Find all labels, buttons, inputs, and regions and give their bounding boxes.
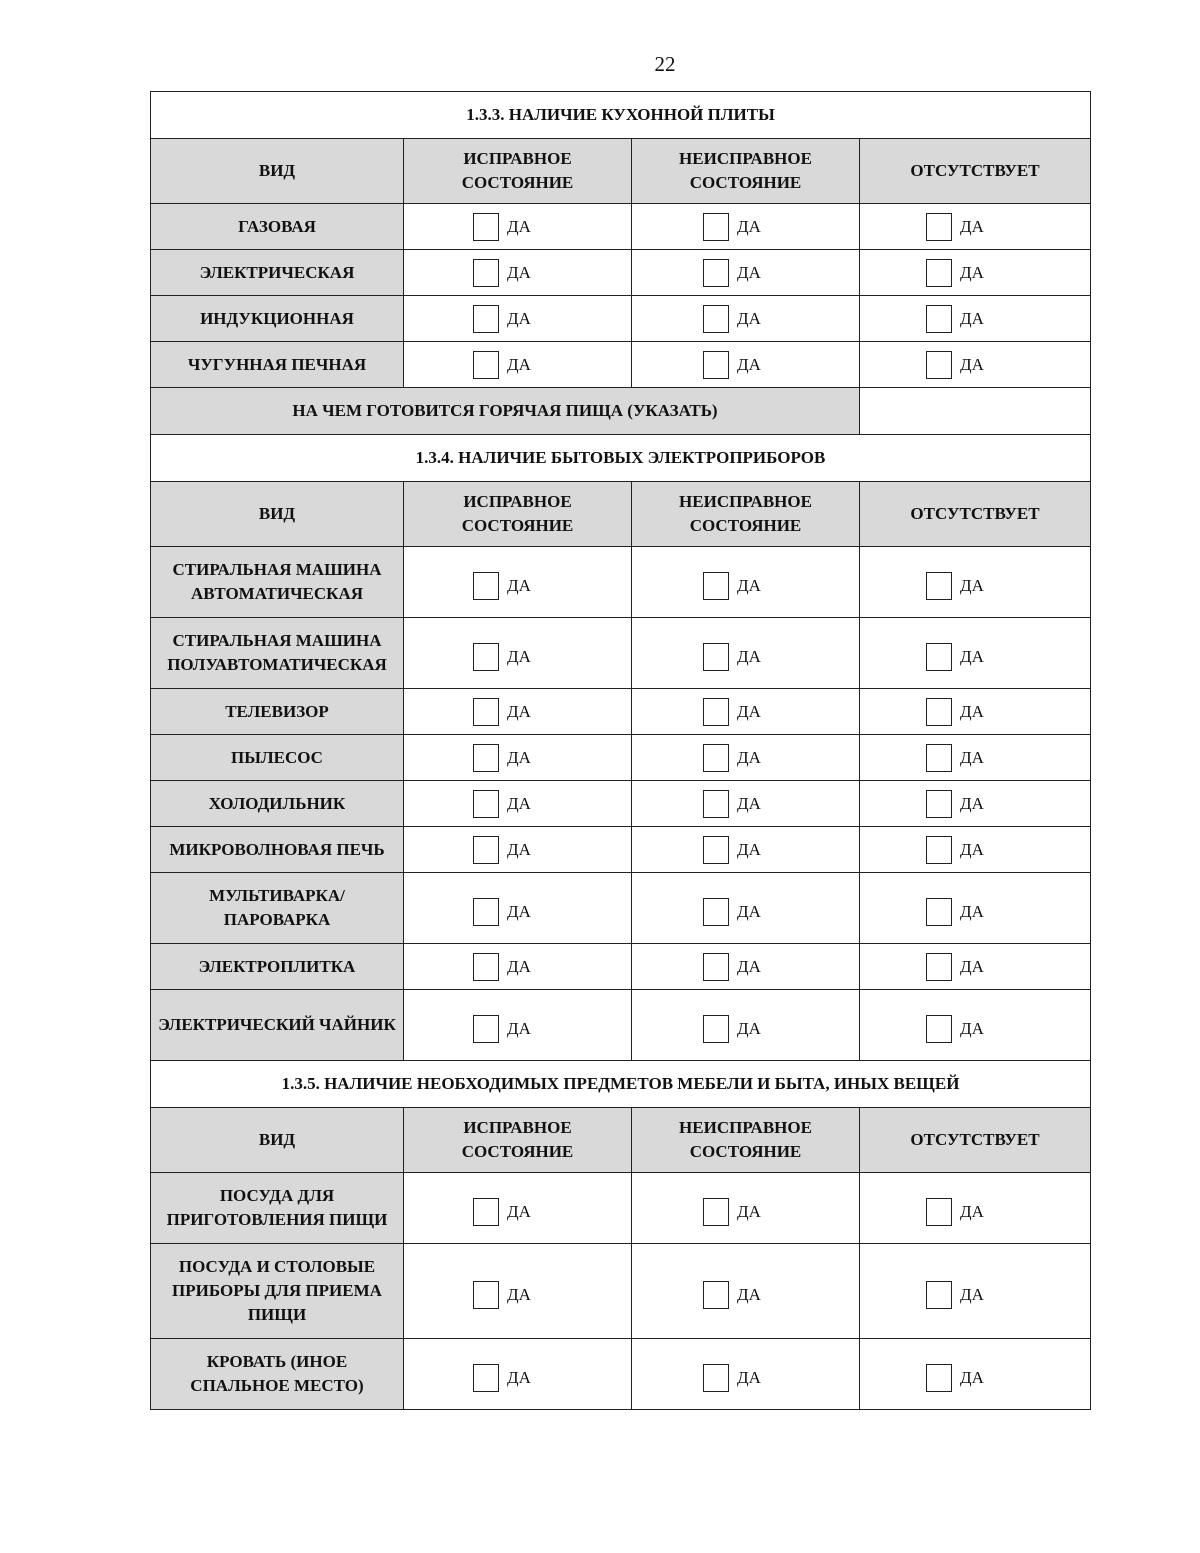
yes-label: ДА [737,262,761,282]
cell-working [404,827,632,873]
cell-broken [632,1339,860,1410]
column-header-type: ВИД [151,1108,404,1173]
cell-working [404,618,632,689]
cell-working [404,990,632,1061]
yes-label: ДА [507,1202,531,1221]
yes-label: ДА [507,902,531,921]
checkbox-broken[interactable] [703,643,729,671]
yes-option-working[interactable] [408,953,627,981]
yes-option-broken[interactable] [636,572,855,600]
table-row [151,873,1091,944]
checkbox-broken[interactable] [703,1364,729,1392]
yes-label: ДА [737,902,761,921]
hot-food-label: НА ЧЕМ ГОТОВИТСЯ ГОРЯЧАЯ ПИЩА (УКАЗАТЬ) [151,388,860,435]
cell-broken [632,990,860,1061]
yes-label: ДА [960,308,984,328]
checkbox-absent[interactable] [926,572,952,600]
checkbox-broken[interactable] [703,790,729,818]
section-title: 1.3.4. НАЛИЧИЕ БЫТОВЫХ ЭЛЕКТРОПРИБОРОВ [151,435,1091,482]
yes-label: ДА [960,956,984,976]
item-label: ЧУГУННАЯ ПЕЧНАЯ [151,342,404,388]
table-row [151,342,1091,388]
cell-absent [860,944,1091,990]
yes-label: ДА [960,1285,984,1304]
yes-label: ДА [960,354,984,374]
column-header-type: ВИД [151,139,404,204]
yes-label: ДА [737,839,761,859]
yes-label: ДА [737,701,761,721]
yes-label: ДА [737,308,761,328]
yes-option-working[interactable] [408,744,627,772]
table-row [151,547,1091,618]
table-row [151,1244,1091,1339]
yes-option-broken[interactable] [636,953,855,981]
cell-absent [860,1173,1091,1244]
table-row [151,689,1091,735]
yes-label: ДА [507,839,531,859]
yes-option-broken[interactable] [636,351,855,379]
checkbox-working[interactable] [473,305,499,333]
cell-broken [632,1244,860,1339]
yes-option-absent[interactable] [864,836,1086,864]
yes-label: ДА [507,647,531,666]
checkbox-broken[interactable] [703,259,729,287]
yes-option-working[interactable] [408,1281,627,1309]
yes-label: ДА [960,902,984,921]
yes-label: ДА [737,576,761,595]
yes-option-absent[interactable] [864,1281,1086,1309]
cell-working [404,547,632,618]
cell-broken [632,689,860,735]
checkbox-absent[interactable] [926,351,952,379]
cell-absent [860,990,1091,1061]
checkbox-broken[interactable] [703,305,729,333]
checkbox-working[interactable] [473,744,499,772]
yes-option-absent[interactable] [864,351,1086,379]
cell-absent [860,204,1091,250]
yes-option-absent[interactable] [864,698,1086,726]
yes-option-absent[interactable] [864,898,1086,926]
hot-food-answer-field[interactable] [860,388,1091,435]
item-label: ПОСУДА И СТОЛОВЫЕ ПРИБОРЫ ДЛЯ ПРИЕМА ПИЩИ [151,1244,404,1339]
checkbox-working[interactable] [473,1198,499,1226]
yes-label: ДА [507,262,531,282]
checkbox-working[interactable] [473,836,499,864]
cell-absent [860,547,1091,618]
item-label: ЭЛЕКТРИЧЕСКАЯ [151,250,404,296]
cell-broken [632,204,860,250]
column-header-broken: НЕИСПРАВНОЕ СОСТОЯНИЕ [632,1108,860,1173]
item-label: ГАЗОВАЯ [151,204,404,250]
yes-option-broken[interactable] [636,1281,855,1309]
checkbox-working[interactable] [473,351,499,379]
table-row [151,990,1091,1061]
checkbox-working[interactable] [473,1015,499,1043]
cell-broken [632,618,860,689]
cell-absent [860,1244,1091,1339]
table-row [151,735,1091,781]
yes-label: ДА [507,701,531,721]
yes-option-working[interactable] [408,1364,627,1392]
yes-option-working[interactable] [408,698,627,726]
column-header-type: ВИД [151,482,404,547]
checkbox-broken[interactable] [703,1015,729,1043]
section-header-row [151,92,1091,139]
yes-label: ДА [960,747,984,767]
cell-working [404,735,632,781]
checkbox-broken[interactable] [703,1198,729,1226]
yes-label: ДА [960,647,984,666]
cell-absent [860,1339,1091,1410]
table-row [151,1339,1091,1410]
cell-working [404,689,632,735]
item-label: ТЕЛЕВИЗОР [151,689,404,735]
table-row [151,250,1091,296]
yes-label: ДА [507,354,531,374]
yes-option-broken[interactable] [636,643,855,671]
condition-form-table [150,91,1091,1410]
yes-option-broken[interactable] [636,1015,855,1043]
checkbox-absent[interactable] [926,259,952,287]
item-label: ИНДУКЦИОННАЯ [151,296,404,342]
column-header-broken: НЕИСПРАВНОЕ СОСТОЯНИЕ [632,139,860,204]
yes-option-broken[interactable] [636,213,855,241]
checkbox-absent[interactable] [926,1364,952,1392]
checkbox-absent[interactable] [926,744,952,772]
yes-option-working[interactable] [408,351,627,379]
yes-label: ДА [507,216,531,236]
checkbox-broken[interactable] [703,351,729,379]
yes-label: ДА [507,793,531,813]
cell-absent [860,618,1091,689]
cell-working [404,873,632,944]
column-header-row [151,482,1091,547]
cell-broken [632,944,860,990]
cell-broken [632,547,860,618]
yes-label: ДА [507,956,531,976]
cell-working [404,342,632,388]
cell-absent [860,250,1091,296]
yes-option-absent[interactable] [864,953,1086,981]
cell-absent [860,873,1091,944]
checkbox-broken[interactable] [703,953,729,981]
yes-option-absent[interactable] [864,305,1086,333]
table-row [151,296,1091,342]
cell-broken [632,296,860,342]
cell-absent [860,296,1091,342]
yes-label: ДА [737,354,761,374]
checkbox-working[interactable] [473,953,499,981]
item-label: МИКРОВОЛНОВАЯ ПЕЧЬ [151,827,404,873]
cell-broken [632,781,860,827]
yes-option-working[interactable] [408,213,627,241]
item-label: СТИРАЛЬНАЯ МАШИНА АВТОМАТИЧЕСКАЯ [151,547,404,618]
yes-option-absent[interactable] [864,1198,1086,1226]
yes-option-absent[interactable] [864,1015,1086,1043]
yes-label: ДА [737,216,761,236]
column-header-row [151,1108,1091,1173]
yes-option-working[interactable] [408,898,627,926]
yes-option-broken[interactable] [636,259,855,287]
yes-label: ДА [737,956,761,976]
item-label: ХОЛОДИЛЬНИК [151,781,404,827]
yes-label: ДА [507,308,531,328]
cell-absent [860,827,1091,873]
checkbox-working[interactable] [473,898,499,926]
yes-option-working[interactable] [408,790,627,818]
yes-label: ДА [960,793,984,813]
cell-broken [632,735,860,781]
yes-label: ДА [737,1368,761,1387]
column-header-absent: ОТСУТСТВУЕТ [860,1108,1091,1173]
yes-label: ДА [960,1019,984,1038]
checkbox-absent[interactable] [926,1015,952,1043]
table-row [151,1173,1091,1244]
yes-option-broken[interactable] [636,790,855,818]
yes-option-broken[interactable] [636,698,855,726]
yes-option-working[interactable] [408,1015,627,1043]
item-label: МУЛЬТИВАРКА/ ПАРОВАРКА [151,873,404,944]
yes-option-working[interactable] [408,305,627,333]
checkbox-working[interactable] [473,572,499,600]
yes-label: ДА [507,747,531,767]
yes-option-broken[interactable] [636,1364,855,1392]
cell-working [404,1173,632,1244]
yes-label: ДА [737,1285,761,1304]
yes-option-working[interactable] [408,572,627,600]
checkbox-broken[interactable] [703,836,729,864]
yes-option-absent[interactable] [864,744,1086,772]
cell-working [404,781,632,827]
yes-label: ДА [960,839,984,859]
table-row [151,618,1091,689]
cell-working [404,204,632,250]
yes-label: ДА [960,701,984,721]
cell-absent [860,689,1091,735]
checkbox-absent[interactable] [926,1198,952,1226]
column-header-broken: НЕИСПРАВНОЕ СОСТОЯНИЕ [632,482,860,547]
section-title: 1.3.3. НАЛИЧИЕ КУХОННОЙ ПЛИТЫ [151,92,1091,139]
table-row [151,204,1091,250]
section-header-row [151,1061,1091,1108]
yes-label: ДА [507,1019,531,1038]
yes-option-absent[interactable] [864,213,1086,241]
yes-label: ДА [507,1368,531,1387]
table-row [151,827,1091,873]
checkbox-working[interactable] [473,643,499,671]
column-header-working: ИСПРАВНОЕ СОСТОЯНИЕ [404,139,632,204]
section-header-row [151,435,1091,482]
yes-option-working[interactable] [408,836,627,864]
yes-label: ДА [960,1202,984,1221]
checkbox-absent[interactable] [926,305,952,333]
checkbox-absent[interactable] [926,643,952,671]
yes-label: ДА [737,647,761,666]
column-header-working: ИСПРАВНОЕ СОСТОЯНИЕ [404,482,632,547]
checkbox-absent[interactable] [926,898,952,926]
item-label: СТИРАЛЬНАЯ МАШИНА ПОЛУАВТОМАТИЧЕСКАЯ [151,618,404,689]
hot-food-row [151,388,1091,435]
yes-label: ДА [507,1285,531,1304]
yes-label: ДА [737,793,761,813]
table-row [151,781,1091,827]
yes-label: ДА [960,216,984,236]
cell-broken [632,827,860,873]
yes-option-broken[interactable] [636,1198,855,1226]
cell-absent [860,342,1091,388]
yes-option-broken[interactable] [636,744,855,772]
yes-label: ДА [960,1368,984,1387]
checkbox-absent[interactable] [926,953,952,981]
section-title: 1.3.5. НАЛИЧИЕ НЕОБХОДИМЫХ ПРЕДМЕТОВ МЕБЕЛИ И БЫТА, ИНЫХ ВЕЩЕЙ [151,1061,1091,1108]
checkbox-working[interactable] [473,790,499,818]
page-number: 22 [654,52,676,76]
cell-broken [632,250,860,296]
yes-option-broken[interactable] [636,898,855,926]
checkbox-broken[interactable] [703,1281,729,1309]
yes-option-absent[interactable] [864,1364,1086,1392]
yes-label: ДА [960,576,984,595]
checkbox-absent[interactable] [926,213,952,241]
yes-option-broken[interactable] [636,836,855,864]
column-header-absent: ОТСУТСТВУЕТ [860,139,1091,204]
checkbox-broken[interactable] [703,698,729,726]
yes-label: ДА [960,262,984,282]
yes-option-working[interactable] [408,1198,627,1226]
yes-option-absent[interactable] [864,572,1086,600]
item-label: ПЫЛЕСОС [151,735,404,781]
table-row [151,944,1091,990]
checkbox-absent[interactable] [926,790,952,818]
checkbox-absent[interactable] [926,698,952,726]
yes-option-broken[interactable] [636,305,855,333]
checkbox-working[interactable] [473,213,499,241]
cell-absent [860,781,1091,827]
item-label: ЭЛЕКТРОПЛИТКА [151,944,404,990]
cell-absent [860,735,1091,781]
checkbox-broken[interactable] [703,898,729,926]
cell-broken [632,342,860,388]
yes-label: ДА [737,1202,761,1221]
column-header-working: ИСПРАВНОЕ СОСТОЯНИЕ [404,1108,632,1173]
checkbox-absent[interactable] [926,1281,952,1309]
checkbox-working[interactable] [473,1281,499,1309]
cell-broken [632,873,860,944]
item-label: ЭЛЕКТРИЧЕСКИЙ ЧАЙНИК [151,990,404,1061]
checkbox-broken[interactable] [703,213,729,241]
yes-label: ДА [737,747,761,767]
cell-working [404,296,632,342]
column-header-row [151,139,1091,204]
yes-option-working[interactable] [408,643,627,671]
checkbox-working[interactable] [473,698,499,726]
checkbox-broken[interactable] [703,744,729,772]
yes-label: ДА [507,576,531,595]
cell-working [404,1339,632,1410]
yes-option-absent[interactable] [864,643,1086,671]
column-header-absent: ОТСУТСТВУЕТ [860,482,1091,547]
cell-working [404,944,632,990]
yes-option-working[interactable] [408,259,627,287]
yes-label: ДА [737,1019,761,1038]
checkbox-absent[interactable] [926,836,952,864]
checkbox-working[interactable] [473,1364,499,1392]
checkbox-broken[interactable] [703,572,729,600]
checkbox-working[interactable] [473,259,499,287]
yes-option-absent[interactable] [864,259,1086,287]
yes-option-absent[interactable] [864,790,1086,818]
item-label: КРОВАТЬ (ИНОЕ СПАЛЬНОЕ МЕСТО) [151,1339,404,1410]
cell-broken [632,1173,860,1244]
item-label: ПОСУДА ДЛЯ ПРИГОТОВЛЕНИЯ ПИЩИ [151,1173,404,1244]
cell-working [404,250,632,296]
cell-working [404,1244,632,1339]
